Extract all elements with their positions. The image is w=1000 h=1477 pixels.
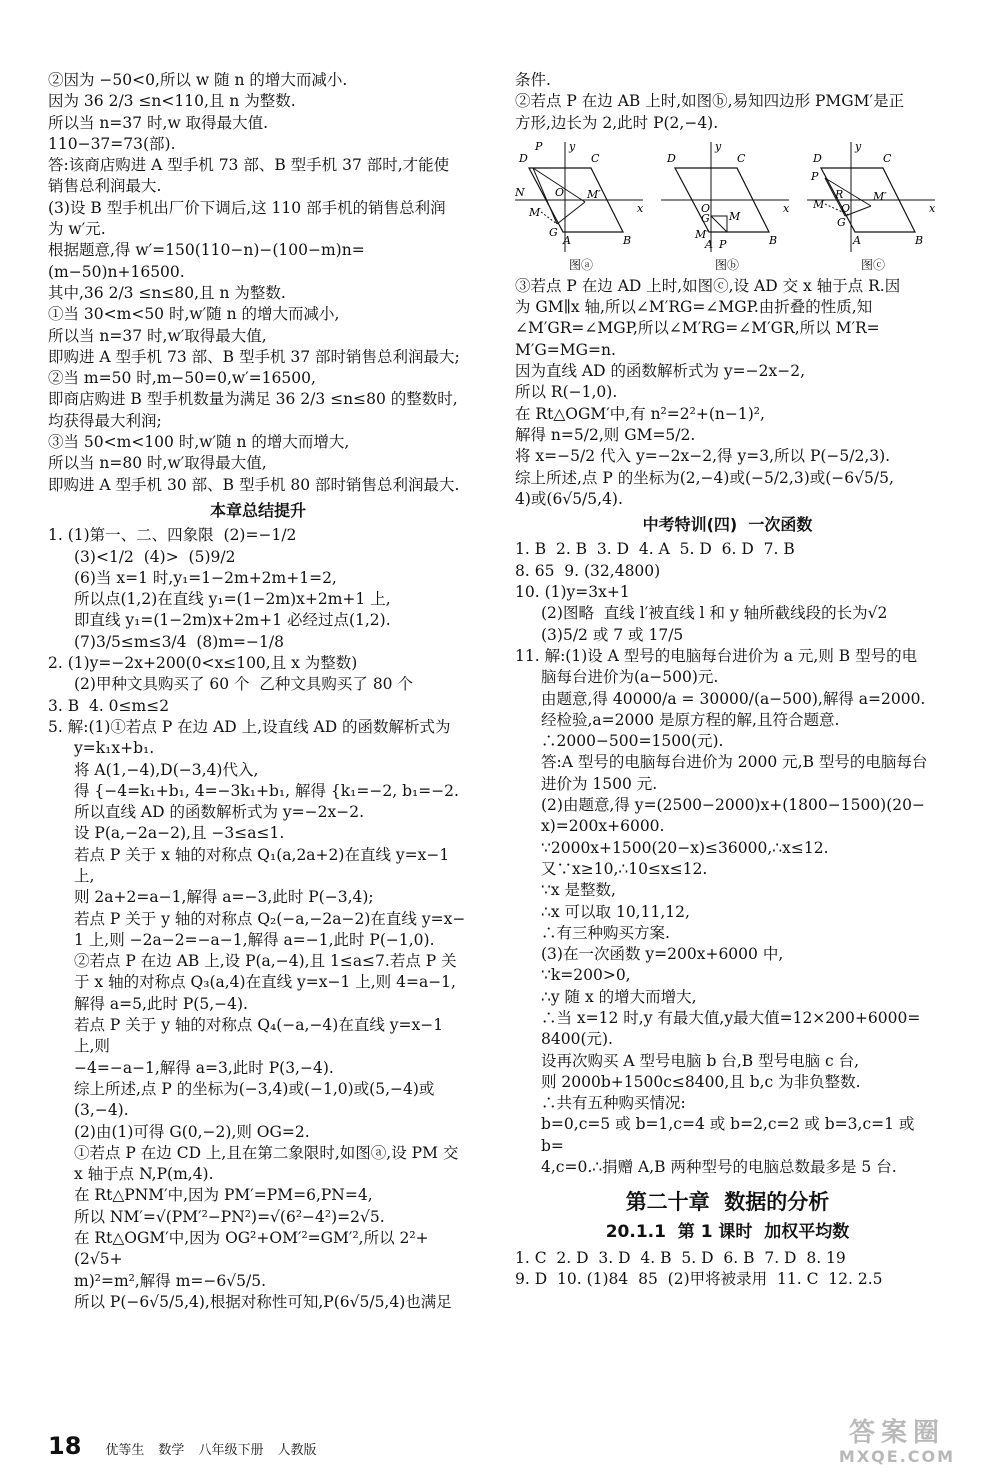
text-line: 将 A(1,−4),D(−3,4)代入, [74, 760, 259, 779]
text-line: 根据题意,得 w′=150(110−n)−(100−m)n=(m−50)n+16500. [48, 241, 365, 281]
text-line: ③当 50<m<100 时,w′随 n 的增大而增大, [48, 433, 350, 452]
text-line: (3)<1/2 (4)> (5)9/2 [74, 547, 236, 566]
text-line: 1 上,则 −2a−2=−a−1,解得 a=−1,此时 P(−1,0). [74, 930, 435, 949]
text-line: 9. D 10. (1)84 85 (2)甲将被录用 11. C 12. 2.5 [515, 1269, 883, 1288]
text-line: ③若点 P 在边 AD 上时,如图ⓒ,设 AD 交 x 轴于点 R.因 [515, 276, 901, 295]
text-line: 设再次购买 A 型号电脑 b 台,B 型号电脑 c 台, [541, 1051, 860, 1070]
text-line: 所以当 n=80 时,w′取得最大值, [48, 454, 267, 473]
figure-c [807, 140, 939, 272]
text-line: 条件. [515, 71, 551, 89]
text-line: 方形,边长为 2,此时 P(2,−4). [515, 113, 719, 132]
text-line: 所以点(1,2)在直线 y₁=(1−2m)x+2m+1 上, [74, 590, 391, 609]
text-line: m)²=m²,解得 m=−6√5/5. [74, 1271, 266, 1290]
text-line: ②若点 P 在边 AB 上时,如图ⓑ,易知四边形 PMGM′是正 [515, 92, 905, 111]
label-p: P [719, 237, 727, 251]
label-c: C [883, 151, 892, 165]
text-line: ∵2000x+1500(20−x)≤36000,∴x≤12. [541, 838, 829, 857]
figure-c-caption: 图ⓒ [860, 257, 885, 272]
text-line: −4=−a−1,解得 a=3,此时 P(3,−4). [74, 1058, 334, 1077]
label-m: M [529, 205, 541, 219]
text-line: 于 x 轴的对称点 Q₃(a,4)在直线 y=x−1 上,则 4=a−1, [74, 973, 456, 992]
label-g: G [837, 215, 846, 229]
text-line: 在 Rt△OGM′中,因为 OG²+OM′²=GM′²,所以 2²+(2√5+ [74, 1229, 429, 1269]
label-x: x [783, 201, 790, 215]
text-line: (3)设 B 型手机出厂价下调后,这 110 部手机的销售总利润 [48, 198, 446, 217]
text-line: 在 Rt△PNM′中,因为 PM′=PM=6,PN=4, [74, 1186, 373, 1205]
text-line: 经检验,a=2000 是原方程的解,且符合题意. [541, 710, 840, 729]
text-line: 综上所述,点 P 的坐标为(2,−4)或(−5/2,3)或(−6√5/5, [515, 468, 894, 487]
text-line: 1. B 2. B 3. D 4. A 5. D 6. D 7. B [515, 540, 795, 559]
left-column [48, 70, 468, 1313]
label-x: x [929, 201, 936, 215]
text-line: (2)甲种文具购买了 60 个 乙种文具购买了 80 个 [74, 675, 413, 694]
text-line: 将 x=−5/2 代入 y=−2x−2,得 y=3,所以 P(−5/2,3). [515, 447, 891, 466]
text-line: 解得 a=5,此时 P(5,−4). [74, 994, 248, 1013]
special-training-title: 中考特训(四) 一次函数 [642, 515, 813, 535]
label-a: A [705, 237, 713, 251]
text-line: 即购进 A 型手机 30 部、B 型手机 80 部时销售总利润最大. [48, 475, 460, 494]
label-d: D [519, 151, 528, 165]
label-d: D [813, 151, 822, 165]
label-n: N [515, 185, 525, 199]
figure-a [515, 140, 647, 272]
text-line: 为 GM∥x 轴,所以∠M′RG=∠MGP.由折叠的性质,知 [515, 298, 873, 317]
text-line: 110−37=73(部). [48, 134, 176, 153]
text-line: 解得 n=5/2,则 GM=5/2. [515, 425, 696, 444]
label-c: C [737, 151, 746, 165]
label-m-prime: M′ [873, 189, 887, 203]
page-number: 18 [48, 1432, 82, 1460]
label-p: P [811, 169, 819, 183]
label-y: y [569, 139, 576, 153]
text-line: (3,−4). [74, 1101, 129, 1120]
label-r: R [835, 187, 844, 201]
text-line: ∴x 可以取 10,11,12, [541, 902, 690, 921]
text-line: 则 2a+2=a−1,解得 a=−3,此时 P(−3,4); [74, 888, 374, 907]
text-line: 又∵x≥10,∴10≤x≤12. [541, 859, 708, 878]
label-m-prime: M′ [695, 227, 709, 241]
text-line: 所以 P(−6√5/5,4),根据对称性可知,P(6√5/5,4)也满足 [74, 1292, 452, 1311]
text-line: ∠M′GR=∠MGP,所以∠M′RG=∠M′GR,所以 M′R= [515, 319, 880, 338]
text-line: 得 {−4=k₁+b₁, 4=−3k₁+b₁, 解得 {k₁=−2, b₁=−2. [74, 781, 459, 800]
text-line: (2)由(1)可得 G(0,−2),则 OG=2. [74, 1122, 310, 1141]
text-line: (3)在一次函数 y=200x+6000 中, [541, 945, 784, 964]
label-a: A [853, 233, 861, 247]
text-line: 若点 P 关于 x 轴的对称点 Q₁(a,2a+2)在直线 y=x−1 上, [74, 845, 455, 885]
text-line: 即商店购进 B 型手机数量为满足 36 2/3 ≤n≤80 的整数时, [48, 390, 458, 409]
text-line: 即直线 y₁=(1−2m)x+2m+1 必经过点(1,2). [74, 611, 391, 630]
label-b: B [915, 233, 924, 247]
watermark [822, 1418, 972, 1472]
label-o: O [841, 201, 851, 215]
text-line: (3)5/2 或 7 或 17/5 [541, 625, 684, 644]
text-line: 综上所述,点 P 的坐标为(−3,4)或(−1,0)或(5,−4)或 [74, 1079, 435, 1098]
text-line: 11. 解:(1)设 A 型号的电脑每台进价为 a 元,则 B 型号的电 [515, 646, 918, 665]
text-line: 均获得最大利润; [48, 411, 162, 430]
figure-c-diagram [807, 140, 939, 258]
label-y: y [715, 139, 722, 153]
text-line: ∴当 x=12 时,y 有最大值,y最大值=12×200+6000= [541, 1008, 921, 1027]
text-line: 答:A 型号的电脑每台进价为 2000 元,B 型号的电脑每台 [541, 753, 928, 772]
text-line: 答:该商店购进 A 型手机 73 部、B 型手机 37 部时,才能使 [48, 156, 450, 175]
text-line: ∴y 随 x 的增大而增大, [541, 987, 697, 1006]
figure-b-caption: 图ⓑ [714, 257, 739, 272]
text-line: ∵k=200>0, [541, 966, 631, 985]
text-line: 10. (1)y=3x+1 [515, 583, 630, 602]
figure-b [661, 140, 793, 272]
text-line: 为 w′元. [48, 220, 106, 239]
lesson-lines [515, 1248, 940, 1291]
left-lines [48, 70, 468, 496]
text-line: 因为 36 2/3 ≤n<110,且 n 为整数. [48, 92, 296, 111]
text-line: x 轴于点 N,P(m,4). [74, 1165, 214, 1184]
text-line: 脑每台进价为(a−500)元. [541, 668, 719, 687]
footer-edition: 人教版 [277, 1443, 317, 1458]
text-line: (7)3/5≤m≤3/4 (8)m=−1/8 [74, 632, 284, 651]
watermark-line2: MXQE.COM [838, 1447, 956, 1466]
label-p: P [535, 139, 543, 153]
figure-b-diagram [661, 140, 793, 258]
chapter-title: 第二十章 数据的分析 [625, 1190, 830, 1215]
text-line: ∵x 是整数, [541, 881, 616, 900]
text-line: ②因为 −50<0,所以 w 随 n 的增大而减小. [48, 71, 348, 89]
chapter-summary-title: 本章总结提升 [209, 500, 306, 520]
text-line: 所以当 n=37 时,w′取得最大值, [48, 326, 267, 345]
label-b: B [769, 233, 778, 247]
figure-a-diagram [515, 140, 647, 258]
text-line: ∴2000−500=1500(元). [541, 732, 724, 751]
right-lines-mid [515, 276, 940, 510]
label-m: M [813, 197, 825, 211]
label-c: C [591, 151, 600, 165]
text-line: x)=200x+6000. [541, 817, 665, 836]
text-line: M′G=MG=n. [515, 340, 616, 359]
text-line: 1. C 2. D 3. D 4. B 5. D 6. B 7. D 8. 19 [515, 1248, 846, 1267]
text-line: 5. 解:(1)①若点 P 在边 AD 上,设直线 AD 的函数解析式为 [48, 717, 451, 736]
text-line: ①当 30<m<50 时,w′随 n 的增大而减小, [48, 305, 340, 324]
text-line: 若点 P 关于 y 轴的对称点 Q₂(−a,−2a−2)在直线 y=x− [74, 909, 466, 928]
text-line: ①若点 P 在边 CD 上,且在第二象限时,如图ⓐ,设 PM 交 [74, 1143, 459, 1162]
label-m-prime: M′ [587, 187, 601, 201]
label-g: G [549, 225, 558, 239]
lesson-title: 20.1.1 第 1 课时 加权平均数 [605, 1222, 850, 1243]
text-line: 销售总利润最大. [48, 177, 162, 196]
text-line: 3. B 4. 0≤m≤2 [48, 696, 170, 715]
page-footer [48, 1432, 316, 1462]
text-line: b=0,c=5 或 b=1,c=4 或 b=2,c=2 或 b=3,c=1 或 b= [541, 1115, 920, 1155]
figure-row [515, 140, 940, 272]
text-line: ∴共有五种购买情况: [541, 1094, 686, 1113]
right-lines-top [515, 70, 940, 134]
text-line: (2)由题意,得 y=(2500−2000)x+(1800−1500)(20− [541, 796, 925, 815]
footer-subject: 数学 [158, 1443, 185, 1458]
text-line: 由题意,得 40000/a = 30000/(a−500),解得 a=2000. [541, 689, 926, 708]
footer-grade: 八年级下册 [198, 1443, 264, 1458]
footer-series: 优等生 [105, 1443, 145, 1458]
summary-lines [48, 525, 468, 1313]
label-o: O [701, 201, 711, 215]
text-line: y=k₁x+b₁. [74, 739, 155, 758]
text-line: 所以 NM′=√(PM′²−PN²)=√(6²−4²)=2√5. [74, 1207, 385, 1226]
text-line: 2. (1)y=−2x+200(0<x≤100,且 x 为整数) [48, 654, 358, 673]
label-y: y [855, 139, 862, 153]
text-line: 1. (1)第一、二、四象限 (2)=−1/2 [48, 526, 297, 545]
text-line: ∴有三种购买方案. [541, 923, 670, 942]
right-column [515, 70, 940, 1290]
label-x: x [637, 201, 644, 215]
text-line: 4)或(6√5/5,4). [515, 489, 623, 508]
text-line: 设 P(a,−2a−2),且 −3≤a≤1. [74, 824, 285, 843]
label-g: G [701, 211, 710, 225]
text-line: 4,c=0.∴捐赠 A,B 两种型号的电脑总数最多是 5 台. [541, 1158, 897, 1177]
text-line: 8. 65 9. (32,4800) [515, 561, 661, 580]
figure-a-caption: 图ⓐ [568, 257, 593, 272]
text-line: ②若点 P 在边 AB 上,设 P(a,−4),且 1≤a≤7.若点 P 关 [74, 952, 457, 971]
special-lines [515, 539, 940, 1178]
text-line: 其中,36 2/3 ≤n≤80,且 n 为整数. [48, 283, 286, 302]
text-line: 进价为 1500 元. [541, 774, 658, 793]
text-line: 若点 P 关于 y 轴的对称点 Q₄(−a,−4)在直线 y=x−1 上,则 [74, 1016, 449, 1056]
label-m: M [729, 209, 741, 223]
label-a: A [563, 233, 571, 247]
text-line: 在 Rt△OGM′中,有 n²=2²+(n−1)², [515, 404, 765, 423]
text-line: (2)图略 直线 l′被直线 l 和 y 轴所截线段的长为√2 [541, 604, 888, 623]
text-line: (6)当 x=1 时,y₁=1−2m+2m+1=2, [74, 568, 337, 587]
text-line: 所以直线 AD 的函数解析式为 y=−2x−2. [74, 803, 365, 822]
watermark-line1: 答案圈 [848, 1418, 945, 1448]
text-line: 因为直线 AD 的函数解析式为 y=−2x−2, [515, 362, 806, 381]
text-line: ②当 m=50 时,m−50=0,w′=16500, [48, 369, 316, 388]
text-line: 所以 R(−1,0). [515, 383, 618, 402]
label-o: O [555, 185, 565, 199]
label-b: B [623, 233, 632, 247]
text-line: 所以当 n=37 时,w 取得最大值. [48, 113, 269, 132]
text-line: 8400(元). [541, 1030, 613, 1049]
text-line: 则 2000b+1500c≤8400,且 b,c 为非负整数. [541, 1072, 861, 1091]
text-line: 即购进 A 型手机 73 部、B 型手机 37 部时销售总利润最大; [48, 347, 460, 366]
label-d: D [667, 151, 676, 165]
